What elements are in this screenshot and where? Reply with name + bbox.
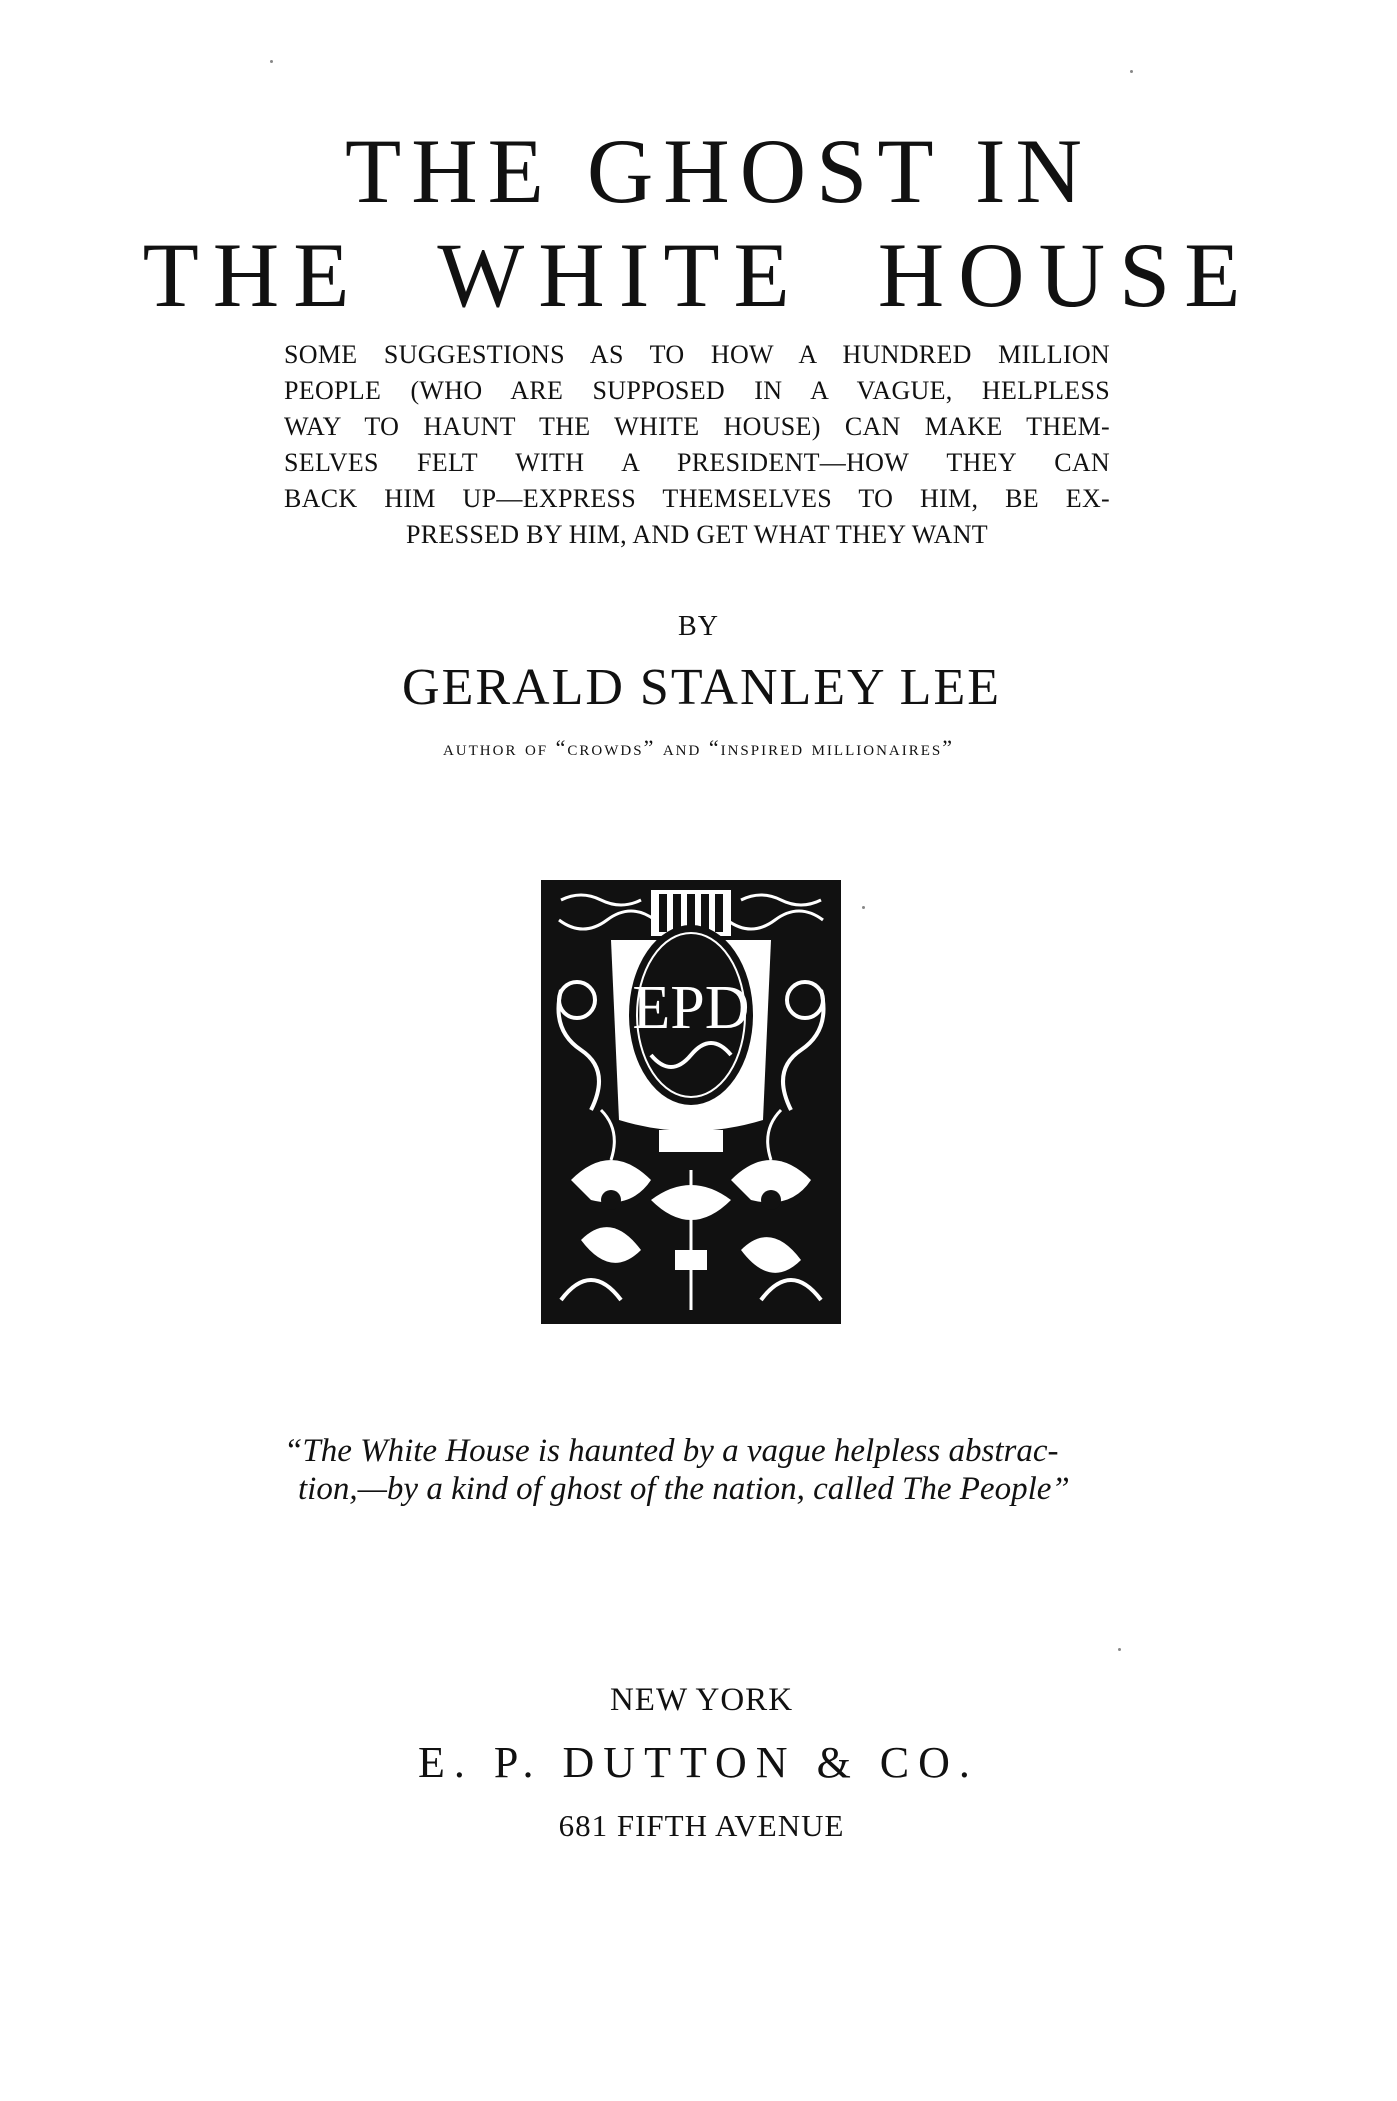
subtitle-line: WAY TO HAUNT THE WHITE HOUSE) CAN MAKE THEM- <box>284 412 1110 441</box>
monogram-text: EPD <box>632 974 750 1042</box>
subtitle-line: BACK HIM UP—EXPRESS THEMSELVES TO HIM, BE EX- <box>284 484 1110 513</box>
epigraph <box>284 1432 1134 1508</box>
subtitle-line: SELVES FELT WITH A PRESIDENT—HOW THEY CAN <box>284 448 1110 477</box>
subtitle-line: SOME SUGGESTIONS AS TO HOW A HUNDRED MILLION <box>284 340 1110 369</box>
epigraph-line: “The White House is haunted by a vague helpless abstrac- <box>284 1433 1059 1469</box>
scan-speck <box>1130 70 1133 73</box>
title-line-2 <box>0 222 1397 328</box>
subtitle-line: PRESSED BY HIM, AND GET WHAT THEY WANT <box>406 520 988 549</box>
author-credit: author of “crowds” and “inspired millionaires” <box>442 735 955 760</box>
title-word: HOUSE <box>877 224 1255 326</box>
subtitle-line: PEOPLE (WHO ARE SUPPOSED IN A VAGUE, HELPLESS <box>284 376 1110 405</box>
author-name: GERALD STANLEY LEE <box>402 659 1001 716</box>
publisher-name: E. P. DUTTON & CO. <box>418 1738 979 1787</box>
scan-speck <box>862 906 865 909</box>
subtitle <box>284 337 1110 553</box>
epigraph-line: tion,—by a kind of ghost of the nation, called The People” <box>298 1471 1070 1507</box>
scan-speck <box>270 60 273 63</box>
by-label: BY <box>678 611 719 642</box>
title-line-1: THE GHOST IN <box>345 120 1092 222</box>
title-word: WHITE <box>437 224 804 326</box>
publisher-device-icon <box>541 880 841 1324</box>
title-word: THE <box>142 224 364 326</box>
scan-speck <box>1118 1648 1121 1651</box>
publication-place: NEW YORK <box>609 1682 794 1718</box>
publisher-address: 681 FIFTH AVENUE <box>558 1808 845 1843</box>
